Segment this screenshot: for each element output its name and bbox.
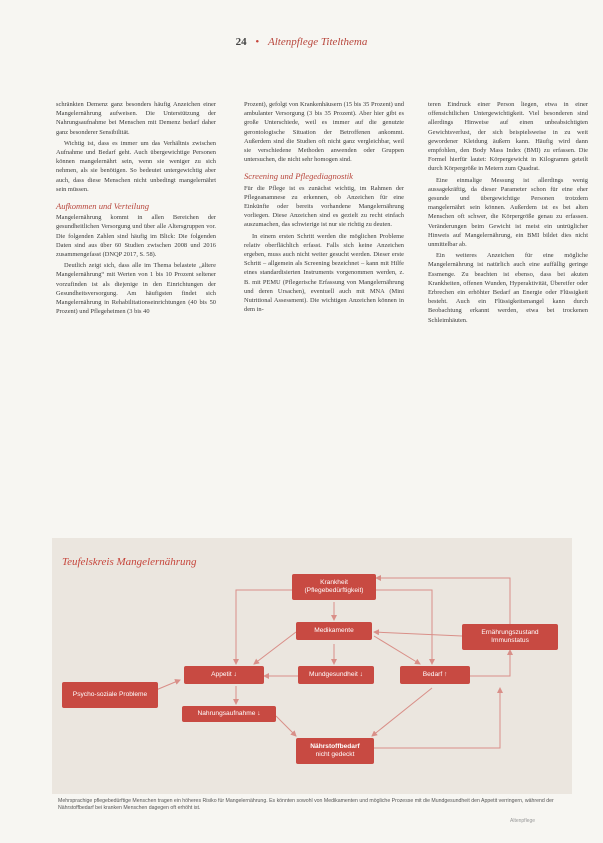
- node-mundgesundheit: Mundgesundheit ↓: [298, 666, 374, 684]
- node-naehrstoffbedarf: [296, 738, 374, 764]
- paragraph: schränkten Demenz ganz besonders häufig Anzeichen einer Mangelernährung aufweisen. Die Unterstützung der Nahrungsaufnahme bei Menschen mit Demenz bedarf daher ganz besonderer Sensibilität.: [56, 101, 216, 136]
- node-nahrungsaufnahme: Nahrungsaufnahme ↓: [182, 706, 276, 722]
- arrow: [276, 716, 296, 736]
- node-naehrstoffbedarf-line2: nicht gedeckt: [315, 751, 355, 758]
- section-title: Altenpflege Titelthema: [268, 36, 368, 48]
- node-psycho-soziale-probleme: Psycho-soziale Probleme: [62, 682, 158, 708]
- paragraph: In einem ersten Schritt werden die möglichen Probleme relativ oberflächlich erfasst. Falls sich keine Anzeichen ergeben, muss auch nicht weiter gesucht werden. Dieser erste Schritt – allgemein als Screening bezeichnet – kann mit Hilfe eines standardisierten Instruments vorgenommen werden, z. B. mit PEMU (Pflegerische Erfassung von Mangelernährung und deren Ursachen), eventuell auch mit MNA (Mini Nutritional Assessment). Die wichtigen Anzeichen können in dem in-: [244, 232, 404, 314]
- paragraph: Für die Pflege ist es zunächst wichtig, im Rahmen der Pflegeanamnese zu erkennen, ob Anzeichen für eine Einkünfte oder bereits vorhandene Mangelernährung vorliegen. Diese Anzeichen sind es gezielt zu recht einfach auszumachen, das schwierige ist nur sie richtig zu deuten.: [244, 184, 404, 229]
- arrow: [254, 632, 296, 664]
- node-appetit: Appetit ↓: [184, 666, 264, 684]
- arrow: [376, 578, 510, 624]
- arrow: [374, 632, 462, 636]
- node-naehrstoffbedarf-line1: Nährstoffbedarf: [310, 743, 360, 750]
- header-separator: •: [255, 36, 260, 48]
- subheading: Aufkommen und Verteilung: [56, 201, 150, 212]
- arrow: [156, 680, 180, 690]
- subheading: Screening und Pflegediagnostik: [244, 171, 353, 182]
- paragraph: teren Eindruck einer Person liegen, etwa in einer offensichtlichen Untergewichtigkeit. Viel besonderen sind allerdings Hinweise auf einen unbeabsichtigten Gewichtsverlust, der sich beispielsweise in zu weit gewordener Kleidung äußern kann. Häufig wird dann empfohlen, den Body Mass Index (BMI) zu erfassen. Die Formel hierfür lautet: Körpergewicht in Kilogramm geteilt durch Körpergröße in Metern zum Quadrat.: [428, 101, 588, 173]
- paragraph: Ein weiteres Anzeichen für eine mögliche Mangelernährung ist natürlich auch eine auffällig geringe Essmenge. Zu beachten ist ebenso, dass bei akuten Krankheiten, offenen Wunden, Hyperaktivität, Übereifer oder Erbrechen ein erhöhter Bedarf an Energie oder Flüssigkeit besteht. Auch ein Flüssigkeitsmangel kann durch Beobachtung erkannt werden, etwa bei trockenen Schleimhäuten.: [428, 252, 588, 324]
- paragraph: Prozent), gefolgt von Krankenhäusern (15 bis 35 Prozent) und ambulanter Versorgung (3 bis 35 Prozent). Aber hier gibt es große Unterschiede, weil es immer auf die genutzte gerontologische Situation der Betroffenen ankommt. Außerdem sind die Studien oft nicht ganz vergleichbar, weil sie verschiedene Methoden anwenden oder Gruppen untersuchen, die nicht sehr homogen sind.: [244, 101, 404, 164]
- node-medikamente: Medikamente: [296, 622, 372, 640]
- figure-caption: Mehrsprachige pflegebedürftige Menschen tragen ein höheres Risiko für Mangelernährung. Es könnten sowohl von Medikamenten und mögliche Prozesse mit die Mundgesundheit den Appetit verringern, während der Nährstoffbedarf bei kranken Menschen dagegen oft erhöht ist.: [58, 798, 554, 811]
- node-krankheit: Krankheit (Pflegebedürftigkeit): [292, 574, 376, 600]
- arrow: [372, 688, 432, 736]
- node-bedarf: Bedarf ↑: [400, 666, 470, 684]
- paragraph: Deutlich zeigt sich, dass alle im Thema belastete „ältere Mangelernährung“ mit Werten von 1 bis 10 Prozent seltener vorzufinden ist als diejenige in den Einrichtungen der Gesundheitsversorgung. Am häufigsten findet sich Mangelernährung in Rehabilitationseinrichtungen (40 bis 50 Prozent) und Pflegeheimen (3 bis 40: [56, 262, 216, 316]
- arrow: [470, 650, 510, 676]
- arrow: [374, 636, 420, 664]
- node-ernaehrungszustand: Ernährungszustand Immunstatus: [462, 624, 558, 650]
- page-footer: Altenpflege: [510, 818, 536, 824]
- arrow: [236, 590, 296, 664]
- page-number: 24: [235, 36, 247, 48]
- paragraph: Wichtig ist, dass es immer um das Verhältnis zwischen Aufnahme und Bedarf geht. Auch übergewichtige Personen können mangelernährt sein, wenn sie weniger zu sich nehmen, als sie benötigen. So bedeutet untergewichtig aber auch, dass diese Menschen nicht unbedingt mangelernährt sein müssen.: [56, 139, 216, 193]
- paragraph: Eine einmalige Messung ist allerdings wenig aussagekräftig, da dieser Parameter schon für eine eher gesunde und übergewichtige Personen trotzdem mangelernährt sein können. Außerdem ist es bei alten Menschen oft schwer, die Körpergröße genau zu erfassen. Veränderungen beim Gewicht ist meist ein untrüglicher Hinweis auf Mangelernährung, ein BMI bildet dies nicht unmittelbar ab.: [428, 176, 588, 249]
- arrow: [372, 688, 500, 748]
- arrow: [374, 590, 432, 664]
- infobox-title: Teufelskreis Mangelernährung: [62, 556, 197, 568]
- paragraph: Mangelernährung kommt in allen Bereichen der gesundheitlichen Versorgung und über alle Altersgruppen vor. Die folgenden Zahlen sind häufig im Blick: Die folgenden Daten sind aus über 60 Studien zwischen 2008 und 2016 zusammengefasst (DNQP 2017, S. 58).: [56, 214, 216, 259]
